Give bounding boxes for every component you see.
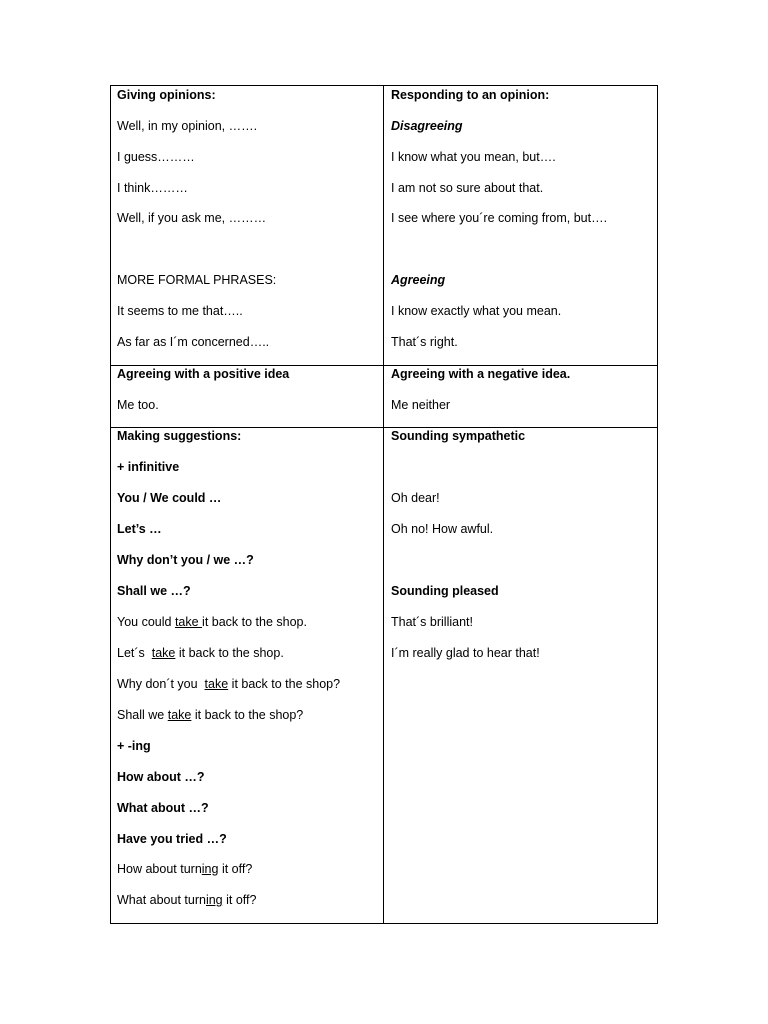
agreeing-negative-phrase: Me neither (391, 398, 451, 412)
formal-phrase: As far as I´m concerned….. (117, 335, 270, 349)
sympathetic-phrase: Oh no! How awful. (391, 522, 494, 536)
example-text: How about turn (117, 862, 202, 876)
opinion-phrase: Well, if you ask me, ……… (117, 211, 267, 225)
suggestion-phrase: You / We could … (117, 491, 222, 505)
ing-label: + -ing (117, 739, 151, 753)
agree-phrase: That´s right. (391, 335, 458, 349)
pleased-phrase: I´m really glad to hear that! (391, 646, 540, 660)
making-suggestions-heading: Making suggestions: (117, 429, 242, 443)
agree-phrase: I know exactly what you mean. (391, 304, 562, 318)
suggestion-example (117, 892, 256, 908)
opinion-phrase: I think……… (117, 181, 188, 195)
underlined-word: take (174, 615, 203, 629)
suggestion-phrase: Why don’t you / we …? (117, 553, 254, 567)
suggestion-phrase: Shall we …? (117, 584, 191, 598)
formal-phrases-heading: MORE FORMAL PHRASES: (117, 273, 277, 287)
suggestion-example (117, 614, 307, 630)
sympathetic-phrase: Oh dear! (391, 491, 440, 505)
underlined-word: take (204, 677, 229, 691)
example-text: Let´s (117, 646, 152, 660)
example-text: it back to the shop. (202, 615, 307, 629)
opinion-phrase: I guess……… (117, 150, 195, 164)
disagree-phrase: I know what you mean, but…. (391, 150, 556, 164)
sounding-pleased-heading: Sounding pleased (391, 584, 499, 598)
suggestion-example (117, 645, 284, 661)
agreeing-positive-phrase: Me too. (117, 398, 159, 412)
agreeing-negative-heading: Agreeing with a negative idea. (391, 367, 571, 381)
pleased-phrase: That´s brilliant! (391, 615, 473, 629)
example-text: it off? (222, 893, 257, 907)
column-divider (383, 85, 384, 924)
disagreeing-subheading: Disagreeing (391, 119, 463, 133)
opinion-phrase: Well, in my opinion, ……. (117, 119, 258, 133)
responding-heading: Responding to an opinion: (391, 88, 550, 102)
example-text: it back to the shop? (228, 677, 341, 691)
disagree-phrase: I see where you´re coming from, but…. (391, 211, 608, 225)
agreeing-subheading: Agreeing (391, 273, 446, 287)
suggestion-example (117, 707, 303, 723)
underlined-word: ing (201, 862, 219, 876)
example-text: Why don´t you (117, 677, 205, 691)
suggestion-example (117, 676, 340, 692)
suggestion-phrase: Have you tried …? (117, 832, 227, 846)
giving-opinions-heading: Giving opinions: (117, 88, 216, 102)
infinitive-label: + infinitive (117, 460, 180, 474)
agreeing-positive-heading: Agreeing with a positive idea (117, 367, 290, 381)
suggestion-example (117, 861, 252, 877)
formal-phrase: It seems to me that….. (117, 304, 243, 318)
example-text: You could (117, 615, 175, 629)
sounding-sympathetic-heading: Sounding sympathetic (391, 429, 526, 443)
example-text: it back to the shop? (191, 708, 304, 722)
example-text: What about turn (117, 893, 206, 907)
suggestion-phrase: Let’s … (117, 522, 162, 536)
example-text: it off? (218, 862, 253, 876)
underlined-word: ing (205, 893, 223, 907)
example-text: Shall we (117, 708, 168, 722)
underlined-word: take (151, 646, 176, 660)
suggestion-phrase: How about …? (117, 770, 205, 784)
example-text: it back to the shop. (175, 646, 284, 660)
suggestion-phrase: What about …? (117, 801, 209, 815)
underlined-word: take (167, 708, 192, 722)
disagree-phrase: I am not so sure about that. (391, 181, 544, 195)
